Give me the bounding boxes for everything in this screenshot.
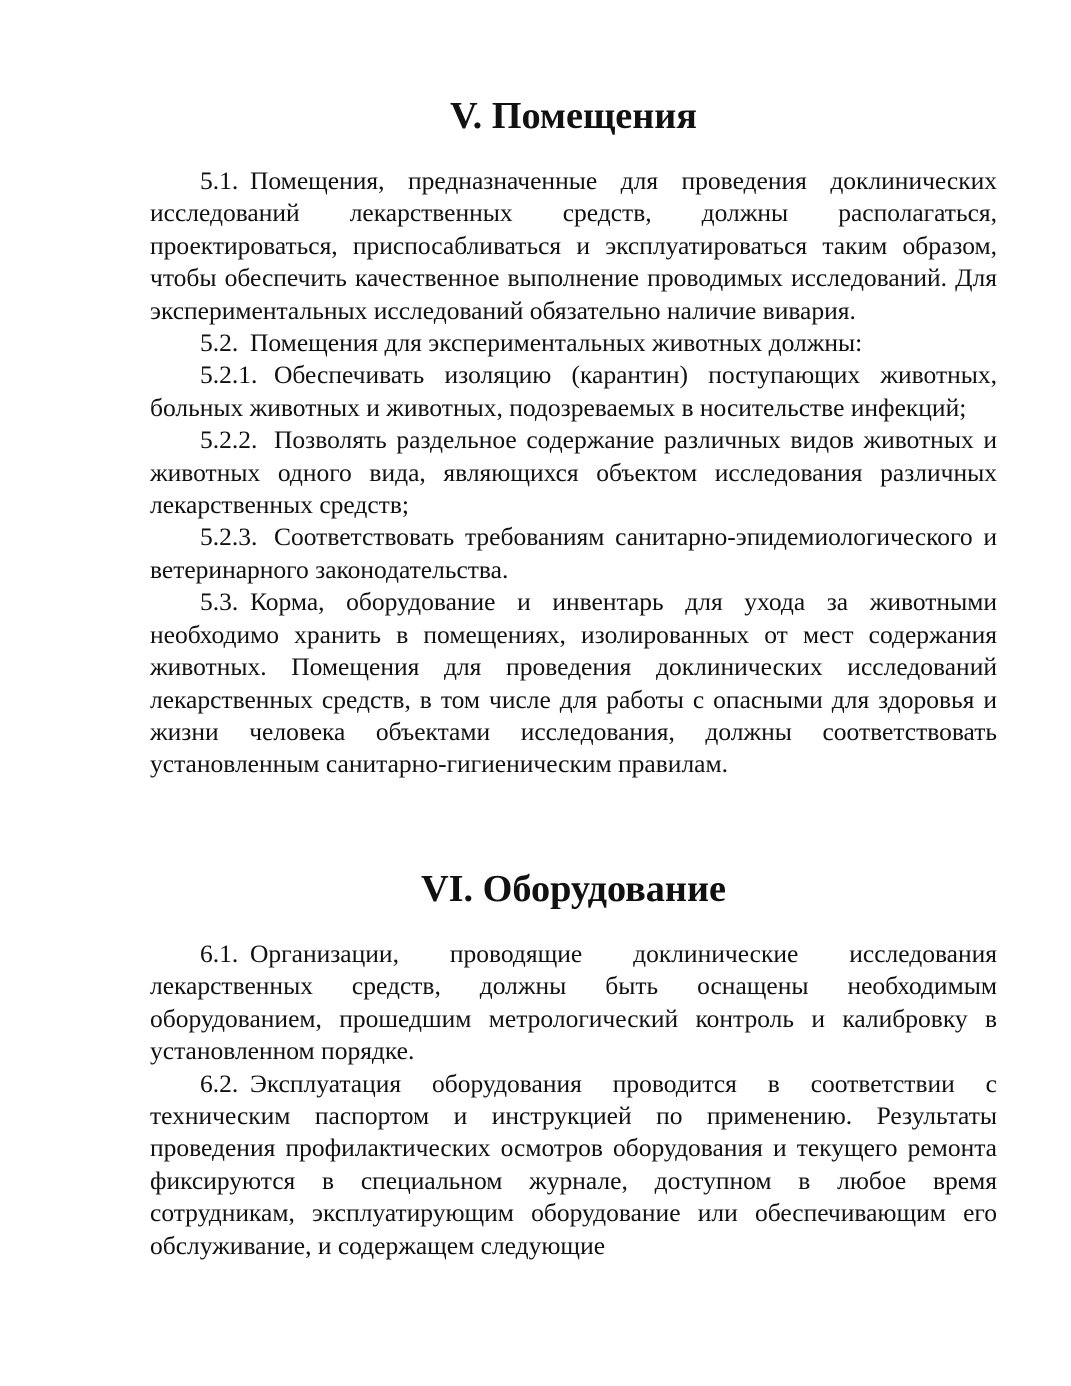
section-6-body [150, 938, 997, 1262]
paragraph-6-1 [150, 938, 997, 1068]
paragraph-number: 6.1. [200, 939, 239, 968]
paragraph-number: 5.2.2. [200, 425, 258, 455]
paragraph-6-2 [150, 1068, 997, 1262]
section-5-title: V. Помещения [449, 95, 698, 137]
paragraph-5-2-2 [150, 424, 997, 521]
paragraph-5-2 [150, 327, 997, 359]
section-6-title: VI. Оборудование [421, 868, 726, 910]
paragraph-number: 5.2.3. [200, 522, 258, 552]
paragraph-text: Эксплуатация оборудования проводится в соответствии с техническим паспортом и инструкцией по применению. Результаты проведения профилактических осмотров оборудования и текущего ремонта фиксируются в специальном журнале, доступном в любое время сотрудникам, эксплуатирующим оборудование или обеспечивающим его обслуживание, и содержащем следующие [150, 1068, 997, 1260]
paragraph-text: Организации, проводящие доклинические исследования лекарственных средств, должны быть оснащены необходимым оборудованием, прошедшим метрологический контроль и калибровку в установленном порядке. [150, 939, 997, 1066]
paragraph-5-2-1 [150, 359, 997, 424]
paragraph-text: Соответствовать требованиям санитарно-эпидемиологического и ветеринарного законодательства. [150, 522, 997, 584]
section-5-body [150, 165, 997, 781]
paragraph-number: 5.1. [200, 166, 239, 195]
paragraph-text: Помещения для экспериментальных животных должны: [250, 328, 863, 358]
paragraph-5-3 [150, 586, 997, 780]
paragraph-number: 5.2.1. [200, 360, 258, 390]
paragraph-number: 6.2. [200, 1068, 239, 1098]
paragraph-text: Позволять раздельное содержание различных видов животных и животных одного вида, являющихся объектом исследования различных лекарственных средств; [150, 425, 997, 520]
paragraph-5-1 [150, 165, 997, 327]
paragraph-text: Обеспечивать изоляцию (карантин) поступающих животных, больных животных и животных, подозреваемых в носительстве инфекций; [150, 360, 997, 422]
paragraph-5-2-3 [150, 521, 997, 586]
paragraph-number: 5.3. [200, 587, 239, 617]
paragraph-text: Помещения, предназначенные для проведения доклинических исследований лекарственных средств, должны располагаться, проектироваться, приспосабливаться и эксплуатироваться таким образом, чтобы обеспечить качественное выполнение проводимых исследований. Для экспериментальных исследований обязательно наличие вивария. [150, 166, 997, 325]
paragraph-text: Корма, оборудование и инвентарь для ухода за животными необходимо хранить в помещениях, изолированных от мест содержания животных. Помещения для проведения доклинических исследований лекарственных средств, в том числе для работы с опасными для здоровья и жизни человека объектами исследования, должны соответствовать установленным санитарно-гигиеническим правилам. [150, 587, 997, 779]
paragraph-number: 5.2. [200, 328, 239, 358]
